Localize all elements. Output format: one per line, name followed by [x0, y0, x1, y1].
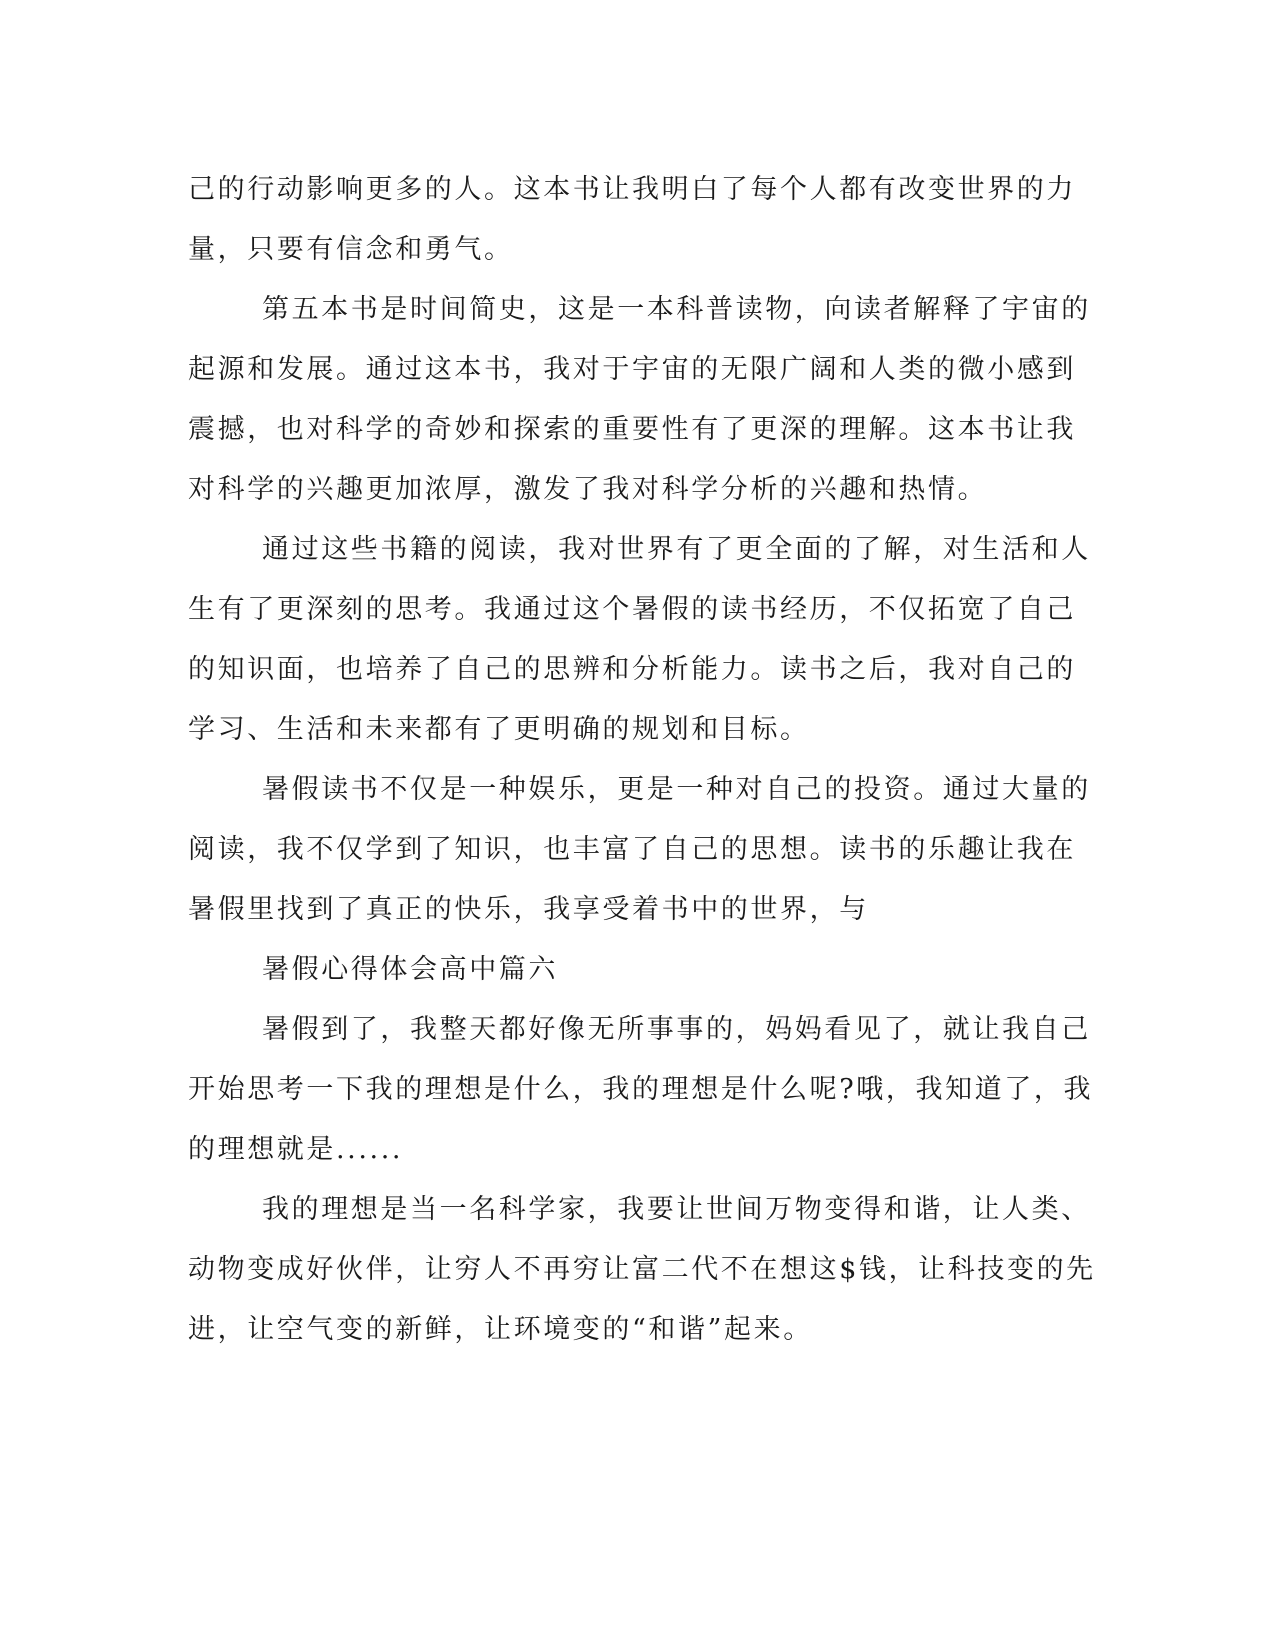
text-line: 己的行动影响更多的人。这本书让我明白了每个人都有改变世界的力	[188, 174, 1076, 205]
paragraph-start-line: 暑假到了，我整天都好像无所事事的，妈妈看见了，就让我自己	[262, 1014, 1091, 1045]
text-line: 学习、生活和未来都有了更明确的规划和目标。	[188, 714, 810, 745]
paragraph-start-line: 通过这些书籍的阅读，我对世界有了更全面的了解，对生活和人	[262, 534, 1091, 565]
text-line: 开始思考一下我的理想是什么，我的理想是什么呢?哦，我知道了，我	[188, 1074, 1094, 1105]
text-line: 起源和发展。通过这本书，我对于宇宙的无限广阔和人类的微小感到	[188, 354, 1076, 385]
document-body	[188, 160, 1096, 1360]
text-line: 的知识面，也培养了自己的思辨和分析能力。读书之后，我对自己的	[188, 654, 1076, 685]
paragraph-start-line: 第五本书是时间简史，这是一本科普读物，向读者解释了宇宙的	[262, 294, 1091, 325]
text-line: 动物变成好伙伴，让穷人不再穷让富二代不在想这$钱，让科技变的先	[188, 1254, 1096, 1285]
text-line: 对科学的兴趣更加浓厚，激发了我对科学分析的兴趣和热情。	[188, 474, 988, 505]
paragraph-start-line: 我的理想是当一名科学家，我要让世间万物变得和谐，让人类、	[262, 1194, 1091, 1225]
text-line: 的理想就是......	[188, 1134, 404, 1165]
paragraph-start-line: 暑假读书不仅是一种娱乐，更是一种对自己的投资。通过大量的	[262, 774, 1091, 805]
section-heading: 暑假心得体会高中篇六	[262, 954, 558, 985]
text-line: 量，只要有信念和勇气。	[188, 234, 514, 265]
text-line: 震撼，也对科学的奇妙和探索的重要性有了更深的理解。这本书让我	[188, 414, 1076, 445]
text-line: 暑假里找到了真正的快乐，我享受着书中的世界，与	[188, 894, 869, 925]
text-line: 生有了更深刻的思考。我通过这个暑假的读书经历，不仅拓宽了自己	[188, 594, 1076, 625]
text-line: 进，让空气变的新鲜，让环境变的“和谐”起来。	[188, 1314, 813, 1345]
text-line: 阅读，我不仅学到了知识，也丰富了自己的思想。读书的乐趣让我在	[188, 834, 1076, 865]
